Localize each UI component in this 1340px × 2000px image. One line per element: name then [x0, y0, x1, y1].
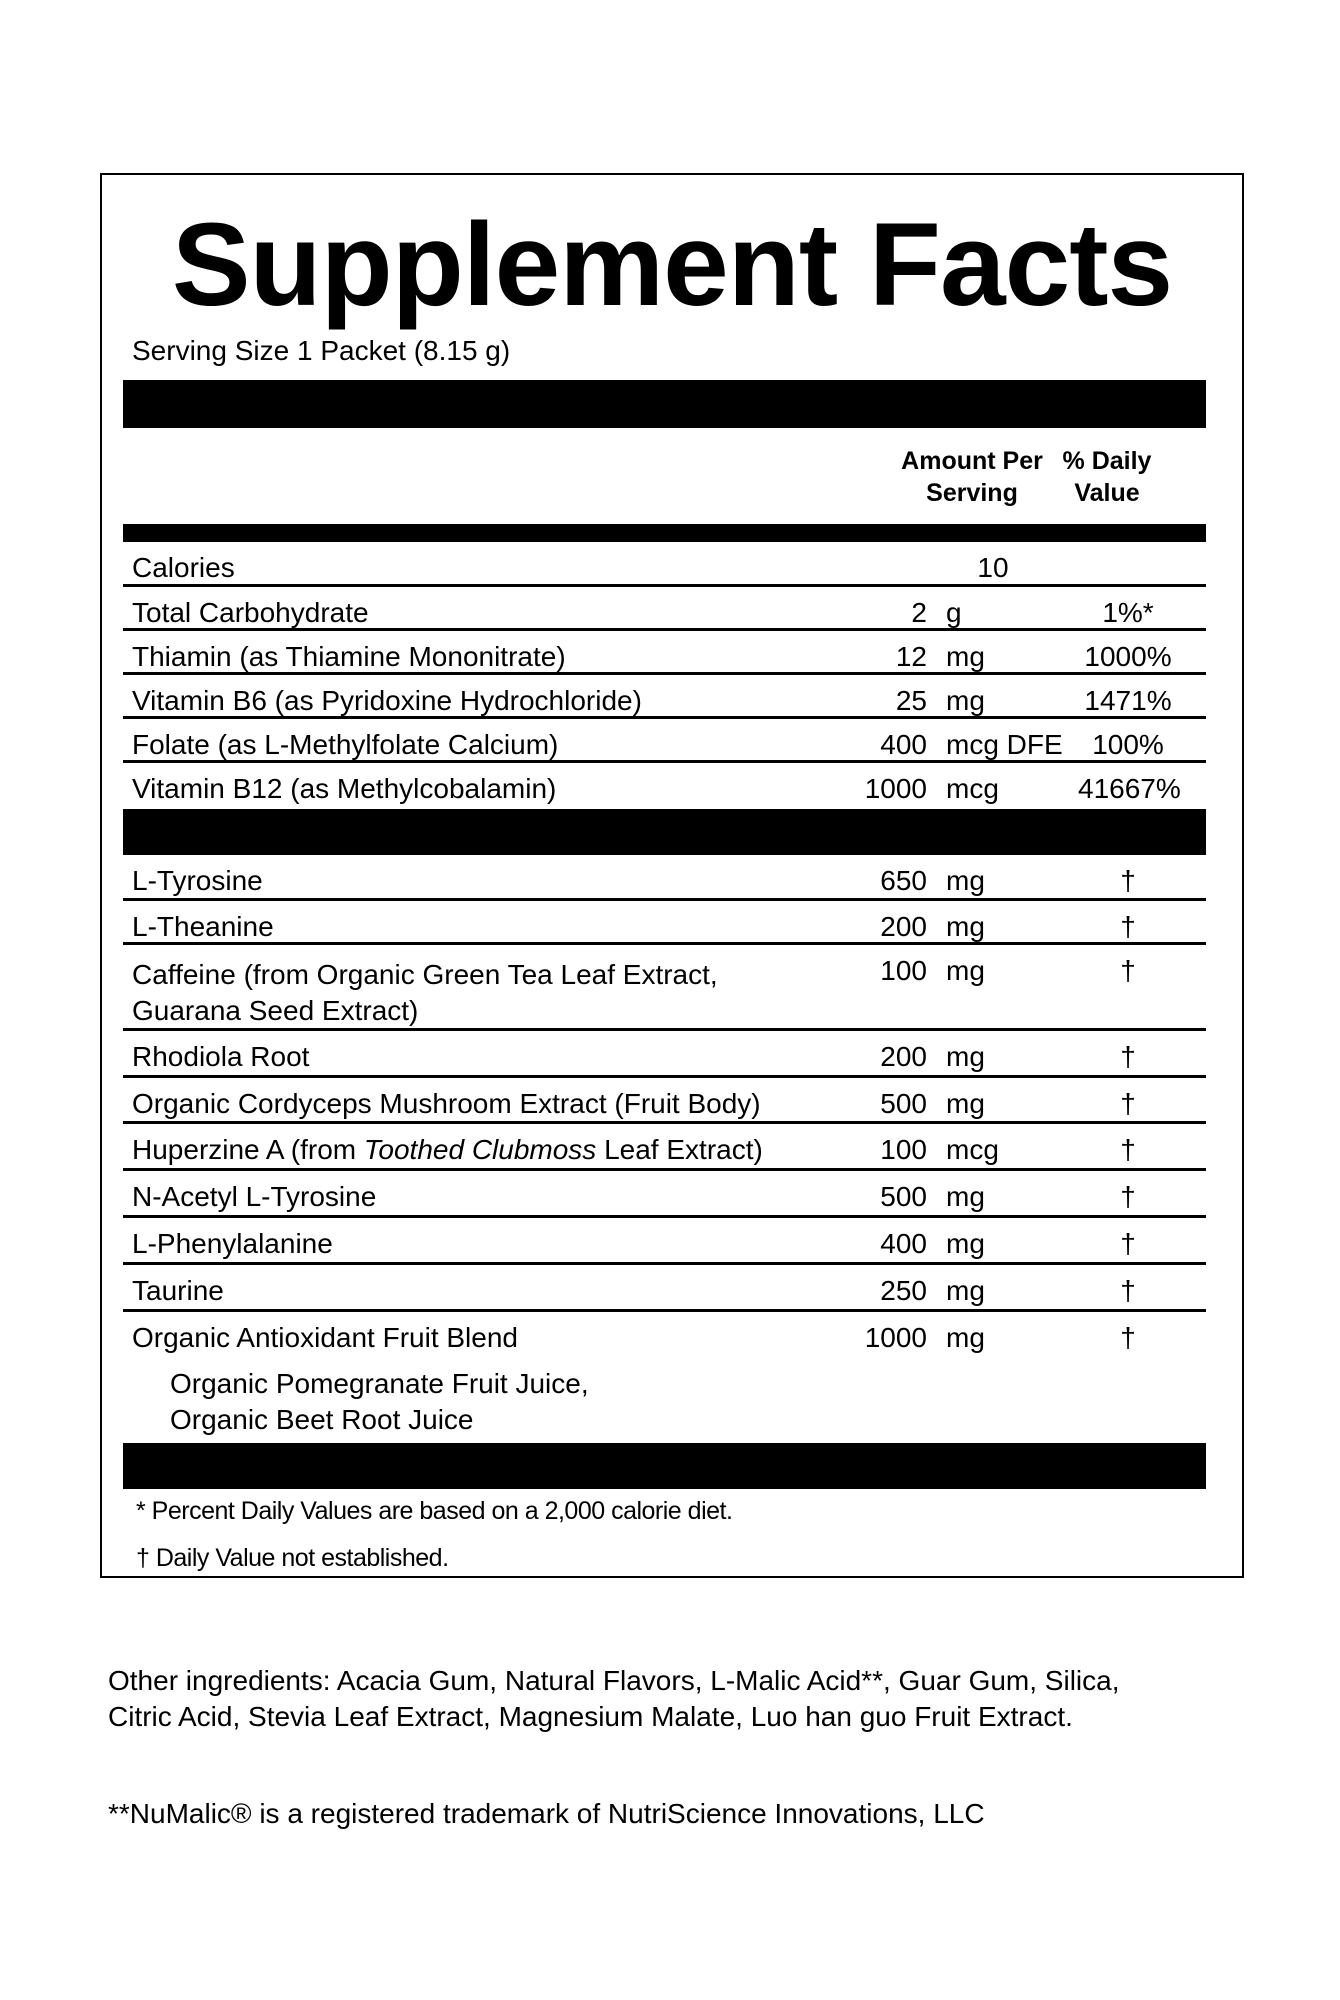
- ingredient-row: [123, 855, 1206, 901]
- footnote-not-established: † Daily Value not established.: [136, 1544, 449, 1572]
- ingredient-amount: 100: [880, 955, 927, 986]
- header-line: % Daily: [1062, 447, 1152, 475]
- nutrient-amount: 400: [880, 729, 927, 760]
- ingredient-unit: mg: [946, 1322, 985, 1353]
- ingredient-unit: mg: [946, 865, 985, 896]
- ingredient-daily-value: †: [1120, 955, 1136, 986]
- ingredient-unit: mg: [946, 1088, 985, 1119]
- ingredient-name: N-Acetyl L-Tyrosine: [132, 1181, 377, 1212]
- ingredient-row: [123, 1265, 1206, 1312]
- nutrient-row: [123, 763, 1206, 807]
- nutrient-unit: g: [946, 597, 962, 628]
- nutrient-amount: 1000: [864, 773, 927, 804]
- ingredient-amount: 500: [880, 1181, 927, 1212]
- nutrient-unit: mg: [946, 685, 985, 716]
- header-line: Value: [1074, 479, 1140, 507]
- nutrient-amount: 10: [977, 552, 1009, 583]
- supplement-facts-panel: [100, 173, 1244, 1578]
- ingredient-daily-value: †: [1120, 1041, 1136, 1072]
- nutrient-daily-value: 100%: [1092, 729, 1164, 760]
- blend-component: Organic Beet Root Juice: [170, 1404, 474, 1435]
- header-line: Serving: [926, 479, 1018, 507]
- footnote-daily-values: * Percent Daily Values are based on a 2,000 calorie diet.: [136, 1497, 733, 1525]
- ingredient-amount: 500: [880, 1088, 927, 1119]
- nutrient-daily-value: 1%*: [1102, 597, 1154, 628]
- ingredient-row: [123, 1031, 1206, 1078]
- ingredient-amount: 1000: [864, 1322, 927, 1353]
- ingredient-row: [123, 901, 1206, 945]
- nutrient-daily-value: 1471%: [1084, 685, 1172, 716]
- nutrient-name: Thiamin (as Thiamine Mononitrate): [132, 641, 566, 672]
- ingredient-unit: mg: [946, 1275, 985, 1306]
- blend-component: Organic Pomegranate Fruit Juice,: [170, 1368, 589, 1399]
- other-ingredients-line: Citric Acid, Stevia Leaf Extract, Magnesium Malate, Luo han guo Fruit Extract.: [108, 1701, 1073, 1732]
- ingredient-name: Rhodiola Root: [132, 1041, 310, 1072]
- ingredient-unit: mcg: [946, 1134, 999, 1165]
- nutrient-row: [123, 675, 1206, 719]
- divider-bar-top: [123, 380, 1206, 428]
- ingredient-name-part: Huperzine A (from: [132, 1134, 364, 1165]
- ingredient-name: L-Theanine: [132, 911, 274, 942]
- divider-bar-middle: [123, 809, 1206, 855]
- nutrient-unit: mg: [946, 641, 985, 672]
- ingredient-daily-value: †: [1120, 1322, 1136, 1353]
- other-ingredients-line: Other ingredients: Acacia Gum, Natural Flavors, L-Malic Acid**, Guar Gum, Silica,: [108, 1665, 1120, 1696]
- ingredient-unit: mg: [946, 1228, 985, 1259]
- nutrient-name: Total Carbohydrate: [132, 597, 369, 628]
- ingredient-unit: mg: [946, 1181, 985, 1212]
- ingredient-amount: 200: [880, 1041, 927, 1072]
- ingredient-amount: 100: [880, 1134, 927, 1165]
- ingredient-row: [123, 945, 1206, 1031]
- nutrient-row-calories: [123, 542, 1206, 587]
- ingredient-name: Taurine: [132, 1275, 224, 1306]
- ingredient-name-part: Leaf Extract): [596, 1134, 763, 1165]
- amount-per-serving-header: [877, 445, 1067, 509]
- ingredient-name: Organic Antioxidant Fruit Blend: [132, 1322, 518, 1353]
- ingredient-amount: 650: [880, 865, 927, 896]
- ingredient-name: L-Phenylalanine: [132, 1228, 333, 1259]
- header-line: Amount Per: [901, 447, 1043, 475]
- nutrient-row: [123, 719, 1206, 763]
- divider-bar-header: [123, 524, 1206, 542]
- ingredient-row: [123, 1124, 1206, 1171]
- ingredient-amount: 250: [880, 1275, 927, 1306]
- ingredient-row: [123, 1078, 1206, 1124]
- ingredient-amount: 200: [880, 911, 927, 942]
- nutrient-amount: 2: [911, 597, 927, 628]
- ingredient-amount: 400: [880, 1228, 927, 1259]
- ingredient-name-line: Caffeine (from Organic Green Tea Leaf Extract,: [132, 959, 718, 990]
- nutrient-unit: mcg: [946, 773, 999, 804]
- nutrient-row: [123, 587, 1206, 631]
- ingredient-unit: mg: [946, 1041, 985, 1072]
- ingredient-unit: mg: [946, 955, 985, 986]
- ingredient-name: [132, 957, 718, 1029]
- panel-title: Supplement Facts: [171, 199, 1173, 331]
- nutrient-daily-value: 1000%: [1084, 641, 1172, 672]
- ingredient-row-blend: [123, 1312, 1206, 1442]
- ingredient-name: Organic Cordyceps Mushroom Extract (Fruit Body): [132, 1088, 761, 1119]
- ingredient-row: [123, 1218, 1206, 1265]
- nutrient-unit: mcg DFE: [946, 729, 1063, 760]
- nutrient-name: Vitamin B6 (as Pyridoxine Hydrochloride): [132, 685, 642, 716]
- ingredient-name: [132, 1132, 763, 1168]
- nutrient-amount: 12: [895, 641, 927, 672]
- divider-bar-bottom: [123, 1443, 1206, 1489]
- nutrient-name: Folate (as L-Methylfolate Calcium): [132, 729, 559, 760]
- ingredient-daily-value: †: [1120, 911, 1136, 942]
- ingredient-daily-value: †: [1120, 1134, 1136, 1165]
- ingredient-name: L-Tyrosine: [132, 865, 263, 896]
- ingredient-daily-value: †: [1120, 1088, 1136, 1119]
- nutrient-name: Vitamin B12 (as Methylcobalamin): [132, 773, 557, 804]
- trademark-notice: **NuMalic® is a registered trademark of NutriScience Innovations, LLC: [108, 1798, 985, 1829]
- ingredient-daily-value: †: [1120, 1228, 1136, 1259]
- nutrient-row: [123, 631, 1206, 675]
- ingredient-name-italic: Toothed Clubmoss: [363, 1134, 597, 1165]
- ingredient-unit: mg: [946, 911, 985, 942]
- ingredient-name-line: Guarana Seed Extract): [132, 995, 419, 1026]
- nutrient-daily-value: 41667%: [1078, 773, 1181, 804]
- ingredient-daily-value: †: [1120, 865, 1136, 896]
- nutrient-name: Calories: [132, 552, 235, 583]
- serving-size: Serving Size 1 Packet (8.15 g): [132, 335, 511, 366]
- daily-value-header: [1057, 445, 1157, 509]
- nutrient-amount: 25: [895, 685, 927, 716]
- ingredient-daily-value: †: [1120, 1275, 1136, 1306]
- other-ingredients: [108, 1663, 1120, 1735]
- ingredient-row: [123, 1171, 1206, 1218]
- ingredient-daily-value: †: [1120, 1181, 1136, 1212]
